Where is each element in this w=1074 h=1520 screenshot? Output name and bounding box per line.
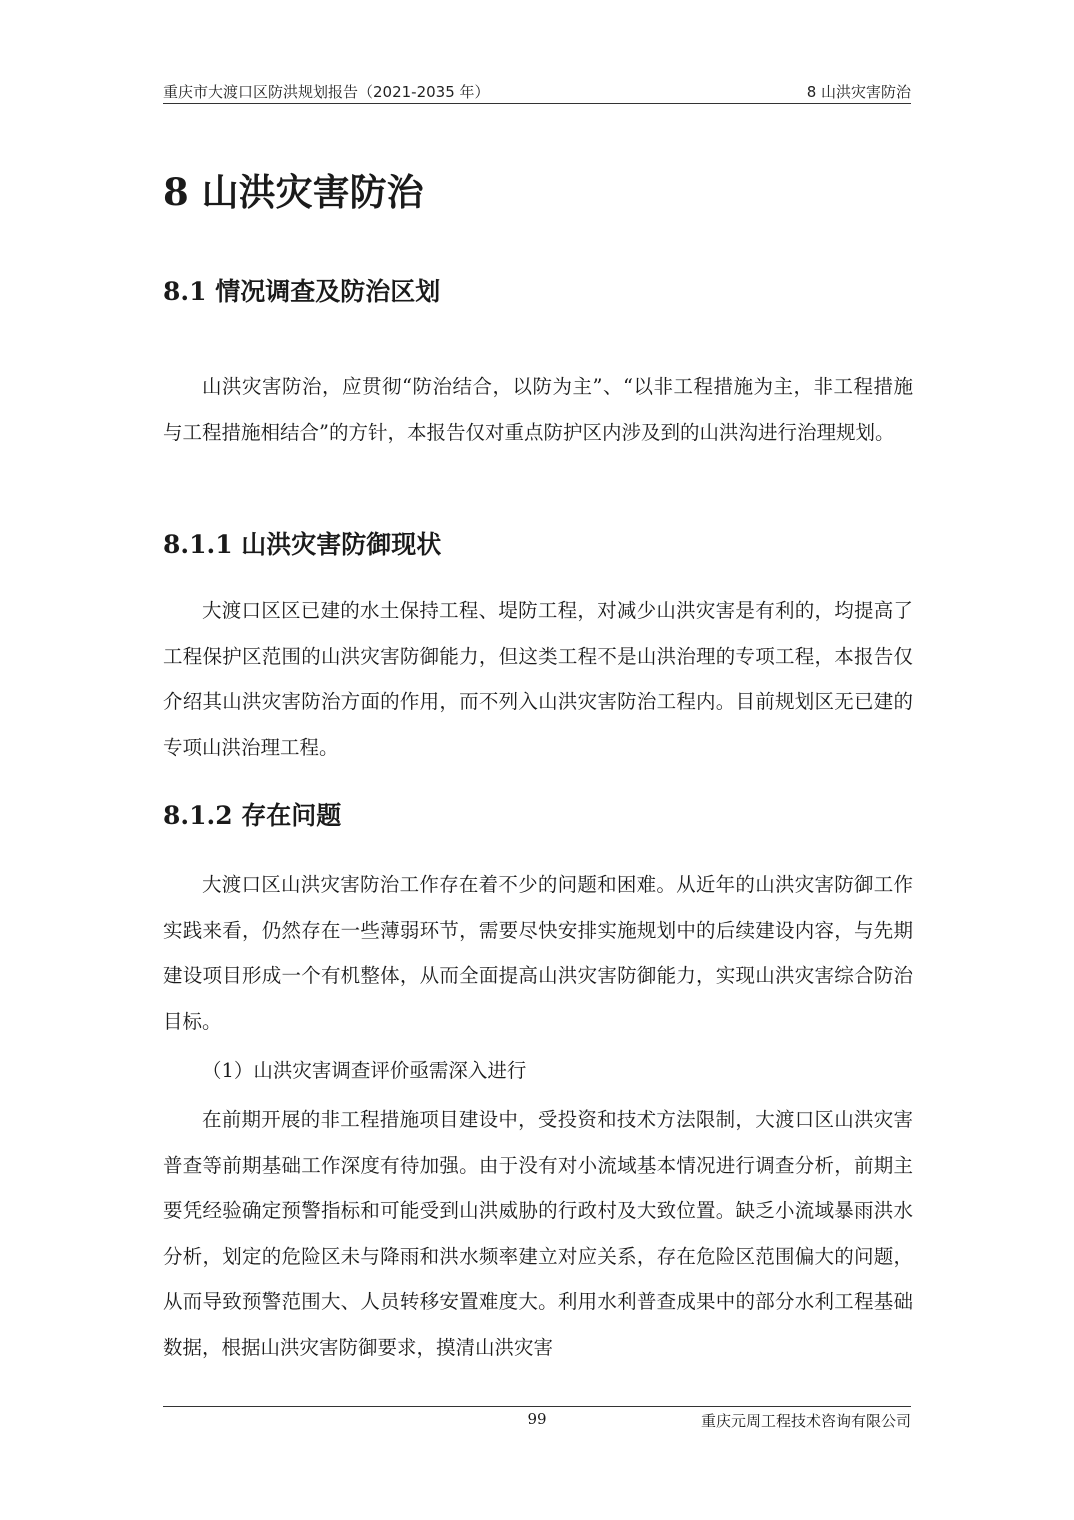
section-heading-8-1-1: 8.1.1 山洪灾害防御现状 [163, 530, 442, 559]
chapter-title: 8 山洪灾害防治 [163, 170, 424, 214]
footer-company: 重庆元周工程技术咨询有限公司 [700, 1412, 911, 1430]
section-heading-8-1: 8.1 情况调查及防治区划 [163, 277, 441, 306]
list-item-1: （1）山洪灾害调查评价亟需深入进行 [202, 1059, 527, 1082]
section-heading-8-1-2: 8.1.2 存在问题 [163, 801, 342, 830]
paragraph-8-1-1: 大渡口区区已建的水土保持工程、堤防工程，对减少山洪灾害是有利的，均提高了工程保护区范围的山洪灾害防御能力，但这类工程不是山洪治理的专项工程，本报告仅介绍其山洪灾害防治方面的作用，而不列入山洪灾害防治工程内。目前规划区无已建的专项山洪治理工程。 [163, 599, 913, 759]
header-report-title: 重庆市大渡口区防洪规划报告（2021-2035 年） [163, 83, 490, 101]
footer-rule [163, 1406, 911, 1407]
paragraph-8-1-2-detail: 在前期开展的非工程措施项目建设中，受投资和技术方法限制，大渡口区山洪灾害普查等前期基础工作深度有待加强。由于没有对小流域基本情况进行调查分析，前期主要凭经验确定预警指标和可能受到山洪威胁的行政村及大致位置。缺乏小流域暴雨洪水分析，划定的危险区未与降雨和洪水频率建立对应关系，存在危险区范围偏大的问题，从而导致预警范围大、人员转移安置难度大。利用水利普查成果中的部分水利工程基础数据，根据山洪灾害防御要求，摸清山洪灾害 [163, 1108, 913, 1359]
paragraph-8-1: 山洪灾害防治，应贯彻“防治结合，以防为主”、“以非工程措施为主，非工程措施与工程措施相结合”的方针，本报告仅对重点防护区内涉及到的山洪沟进行治理规划。 [163, 375, 913, 444]
page-header [163, 76, 911, 102]
header-chapter-label: 8 山洪灾害防治 [806, 83, 911, 101]
paragraph-8-1-2-intro: 大渡口区山洪灾害防治工作存在着不少的问题和困难。从近年的山洪灾害防御工作实践来看，仍然存在一些薄弱环节，需要尽快安排实施规划中的后续建设内容，与先期建设项目形成一个有机整体，从而全面提高山洪灾害防御能力，实现山洪灾害综合防治目标。 [163, 873, 913, 1033]
header-rule [163, 103, 911, 104]
page-number: 99 [527, 1410, 547, 1428]
